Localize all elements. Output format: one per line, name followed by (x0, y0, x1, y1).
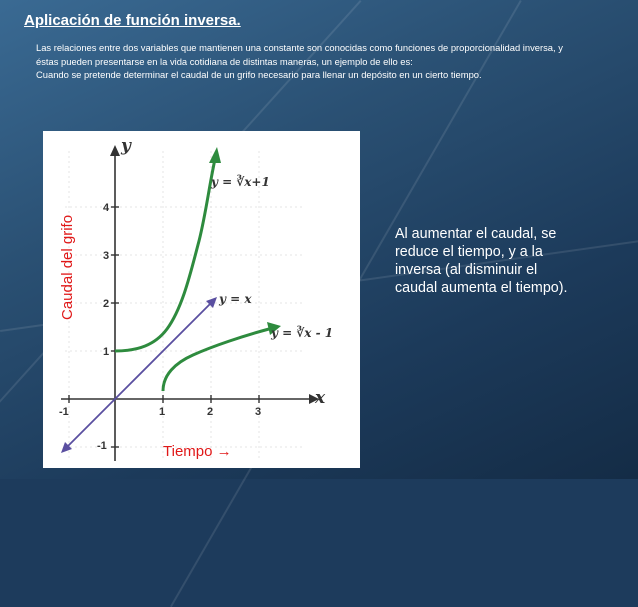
upper-curve-arrowhead (209, 147, 221, 163)
y-tick-label: 2 (103, 298, 110, 310)
y-axis-arrowhead (110, 145, 120, 156)
y-tick-label: -1 (97, 440, 107, 452)
y-tick-label: 1 (103, 346, 110, 358)
paragraph-intro: Las relaciones entre dos variables que mantienen una constante son conocidas como funciones de proporcionalidad inversa, y éstas pueden presentarse en la vida cotidiana de distintas maneras, un ejemplo de ello es: (36, 42, 563, 67)
curve-labels (210, 174, 333, 340)
curve-label-lower: y = ∛x - 1 (271, 326, 334, 340)
y-tick-label: 3 (103, 250, 110, 262)
slide-body-text (36, 41, 576, 82)
grid (65, 151, 305, 461)
side-note: Al aumentar el caudal, se reduce el tiempo, y a la inversa (al disminuir el caudal aumenta el tiempo). (395, 226, 568, 296)
y-axis-letter: y (121, 136, 131, 156)
y-axis-caption: Caudal del grifo (59, 214, 76, 320)
lower-curve-path (163, 329, 269, 391)
y-tick-label: 4 (103, 202, 110, 214)
x-tick-label: -1 (59, 406, 69, 418)
tick-labels (59, 202, 261, 452)
x-tick-label: 2 (207, 406, 214, 418)
slide-title: Aplicación de función inversa. (24, 12, 241, 29)
identity-line (61, 297, 217, 453)
upper-curve (115, 147, 221, 351)
x-axis-letter: x (315, 388, 326, 408)
x-tick-label: 3 (255, 406, 262, 418)
graph-svg (43, 131, 360, 468)
x-axis-caption: Tiempo → (163, 443, 232, 460)
paragraph-example: Cuando se pretende determinar el caudal de un grifo necesario para llenar un depósito en un cierto tiempo. (36, 69, 482, 80)
curve-label-identity: y = x (219, 292, 252, 306)
function-graph (43, 131, 360, 468)
curve-label-upper: y = ∛x+1 (211, 175, 270, 189)
identity-line-path (67, 303, 214, 447)
x-tick-label: 1 (159, 406, 166, 418)
